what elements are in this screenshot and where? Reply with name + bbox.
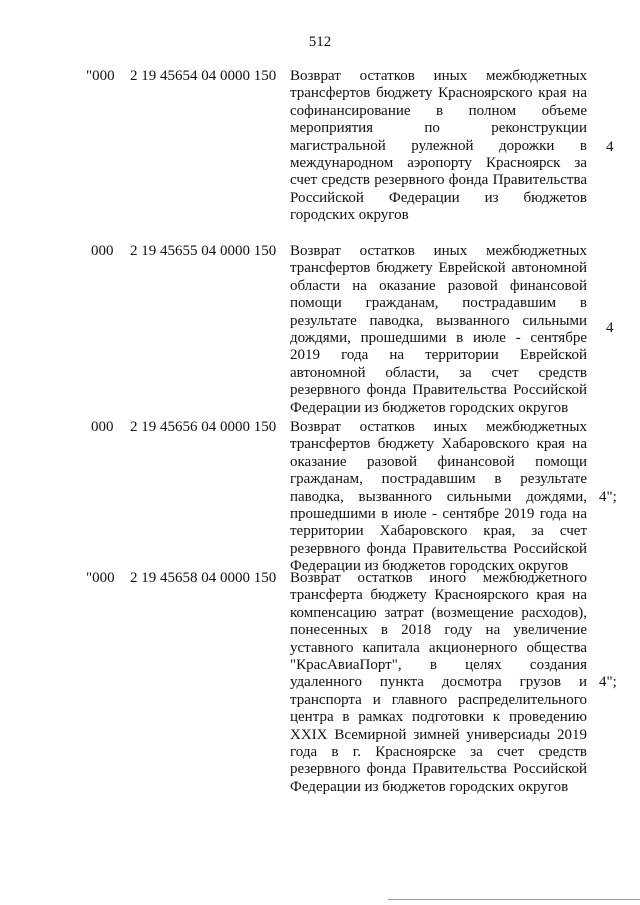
row-mark: 4";	[599, 674, 617, 690]
row-mark: 4	[606, 320, 614, 336]
table-row	[0, 570, 640, 802]
budget-classification-code: 2 19 45658 04 0000 150	[130, 570, 277, 586]
table-row	[0, 68, 640, 243]
row-mark: 4	[606, 139, 614, 155]
row-description: Возврат остатков иного межбюджетного трансферта бюджету Красноярского края на компенсацию затрат (возмещение расходов), понесенных в 2018 году на увеличение уставного капитала акционерного общества "КрасАвиаПорт", в целях создания удаленного пункта досмотра грузов и транспорта и главного распределительного центра в рамках подготовки к проведению XXIX Всемирной зимней универсиады 2019 года в г. Красноярске за счет средств резервного фонда Правительства Российской Федерации из бюджетов городских округов	[290, 570, 587, 795]
row-mark: 4";	[599, 489, 617, 505]
budget-table	[0, 68, 640, 802]
budget-classification-code: 2 19 45654 04 0000 150	[130, 68, 277, 84]
table-row	[0, 419, 640, 575]
row-description: Возврат остатков иных межбюджетных трансфертов бюджету Хабаровского края на оказание разовой финансовой помощи гражданам, пострадавшим в результате паводка, вызванного сильными дождями, прошедшими в июле - сентябре 2019 года на территории Хабаровского края, за счет резервного фонда Правительства Российской Федерации из бюджетов городских округов	[290, 419, 587, 575]
admin-code: 000	[91, 243, 114, 259]
admin-code: "000	[86, 68, 115, 84]
admin-code: "000	[86, 570, 115, 586]
table-row	[0, 243, 640, 419]
budget-classification-code: 2 19 45655 04 0000 150	[130, 243, 277, 259]
row-description: Возврат остатков иных межбюджетных трансфертов бюджету Красноярского края на софинансирование в полном объеме мероприятия по реконструкции магистральной рулежной дорожки в международном аэропорту Красноярск за счет средств резервного фонда Правительства Российской Федерации из бюджетов городских округов	[290, 68, 587, 224]
page-number: 512	[308, 34, 332, 50]
budget-classification-code: 2 19 45656 04 0000 150	[130, 419, 277, 435]
row-description: Возврат остатков иных межбюджетных трансфертов бюджету Еврейской автономной области на оказание разовой финансовой помощи гражданам, пострадавшим в результате паводка, вызванного сильными дождями, прошедшими в июле - сентябре 2019 года на территории Еврейской автономной области, за счет средств резервного фонда Правительства Российской Федерации из бюджетов городских округов	[290, 243, 587, 416]
scan-edge-line	[388, 899, 640, 900]
admin-code: 000	[91, 419, 114, 435]
